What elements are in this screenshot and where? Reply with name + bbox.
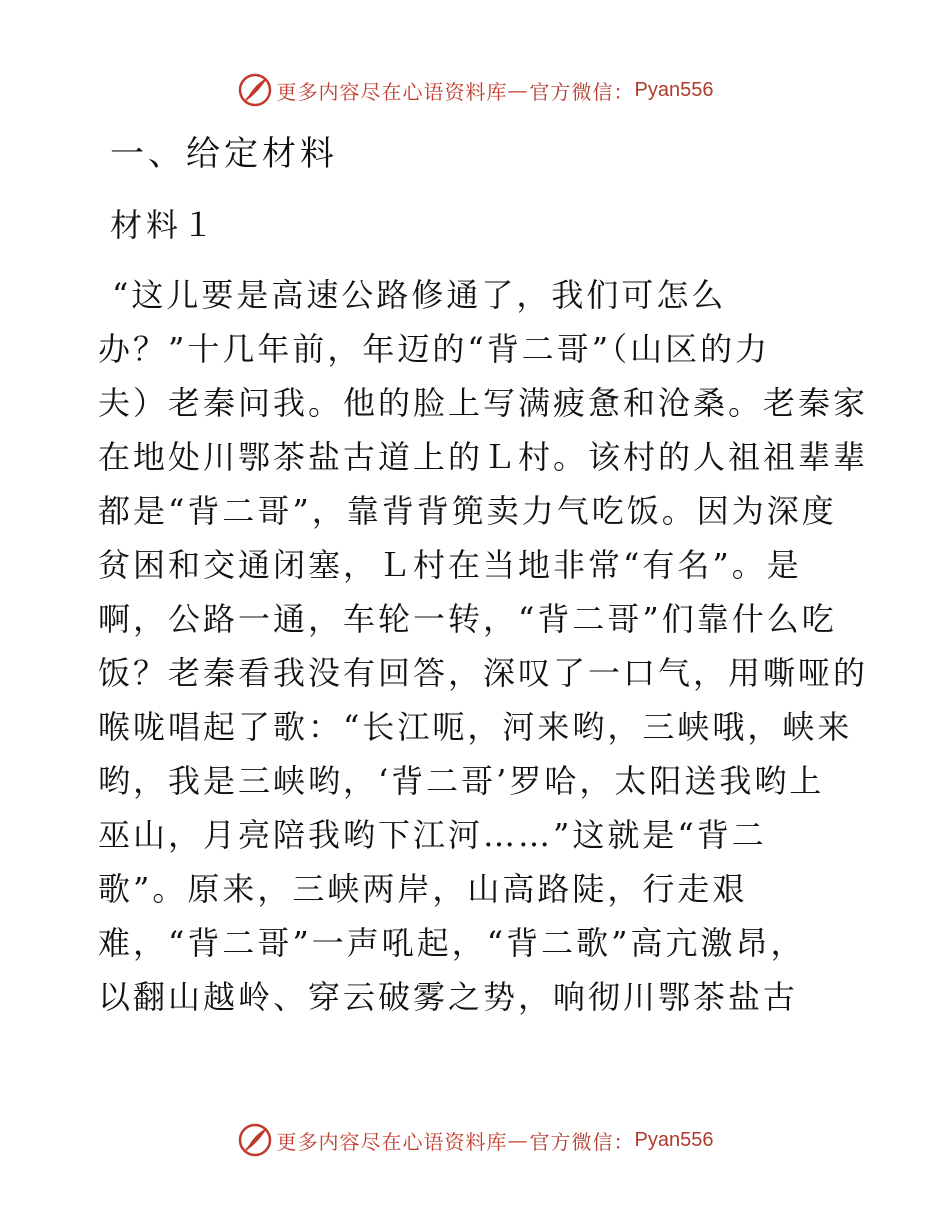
body-line: 喉咙唱起了歌：“长江呃，河来哟，三峡哦，峡来: [98, 708, 853, 746]
body-line: 夫）老秦问我。他的脸上写满疲惫和沧桑。老秦家: [98, 384, 869, 422]
body-line: 贫困和交通闭塞，Ｌ村在当地非常“有名”。是: [98, 546, 802, 584]
body-line: 都是“背二哥”，靠背背篼卖力气吃饭。因为深度: [98, 492, 837, 530]
footer-site-text: 更多内容尽在心语资料库: [276, 1129, 508, 1154]
body-line: 以翻山越岭、穿云破雾之势，响彻川鄂茶盐古: [98, 978, 799, 1016]
header-wechat-label: 官方微信：: [529, 79, 635, 104]
material-body: [98, 268, 869, 1024]
quill-logo-icon: [237, 1122, 273, 1158]
footer-wechat-id: Pyan556: [634, 1128, 714, 1151]
body-line: 难，“背二哥”一声吼起，“背二歌”高亢激昂，: [98, 924, 806, 962]
body-line: “这儿要是高速公路修通了，我们可怎么: [112, 276, 727, 314]
body-line: 歌”。原来，三峡两岸，山高路陡，行走艰: [98, 870, 748, 908]
body-line: 啊，公路一通，车轮一转，“背二哥”们靠什么吃: [98, 600, 837, 638]
body-line: 哟，我是三峡哟，‘背二哥’罗哈，太阳送我哟上: [98, 762, 825, 800]
header-dash: —: [507, 78, 528, 102]
body-line: 巫山，月亮陪我哟下江河……”这就是“背二: [98, 816, 767, 854]
quill-logo-icon: [237, 72, 273, 108]
footer-banner: [0, 1120, 950, 1160]
header-wechat-id: Pyan556: [634, 78, 714, 101]
body-line: 在地处川鄂茶盐古道上的Ｌ村。该村的人祖祖辈辈: [98, 438, 869, 476]
footer-dash: —: [507, 1128, 528, 1152]
material-title: 材料１: [110, 206, 219, 244]
footer-wechat-label: 官方微信：: [529, 1129, 635, 1154]
body-line: 办？”十几年前，年迈的“背二哥”（山区的力: [98, 330, 771, 368]
section-title: 一、给定材料: [110, 134, 338, 174]
header-banner: [0, 70, 950, 110]
body-line: 饭？老秦看我没有回答，深叹了一口气，用嘶哑的: [98, 654, 869, 692]
header-site-text: 更多内容尽在心语资料库: [276, 79, 508, 104]
